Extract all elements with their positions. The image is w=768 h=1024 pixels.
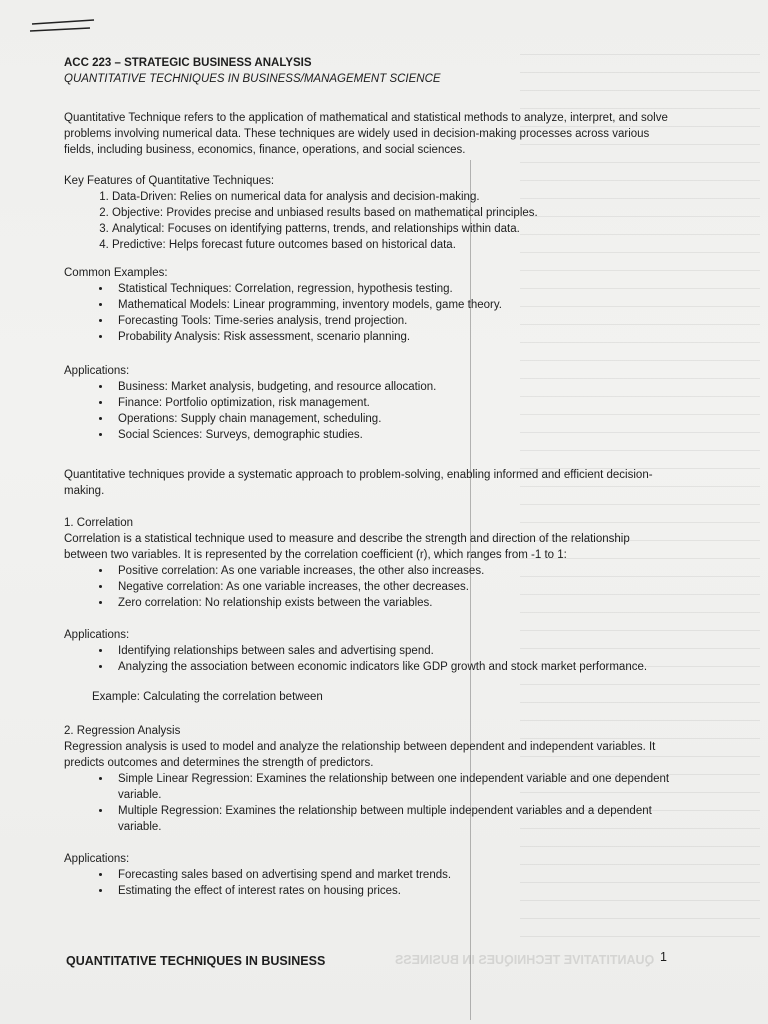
list-item: • Identifying relationships between sales and advertising spend. xyxy=(112,643,674,659)
footer-title: QUANTITATIVE TECHNIQUES IN BUSINESS xyxy=(66,954,326,968)
common-examples-list xyxy=(64,281,674,345)
applications-heading: Applications: xyxy=(64,365,130,377)
list-item: • Forecasting sales based on advertising spend and market trends. xyxy=(112,867,674,883)
list-item: • Social Sciences: Surveys, demographic studies. xyxy=(112,427,674,443)
course-title: ACC 223 – STRATEGIC BUSINESS ANALYSIS xyxy=(64,57,312,69)
correlation-applications-list xyxy=(64,643,674,675)
correlation-heading: 1. Correlation xyxy=(64,517,134,529)
regression-applications-heading: Applications: xyxy=(64,853,130,865)
list-item: • Negative correlation: As one variable increases, the other decreases. xyxy=(112,579,674,595)
list-item: • Finance: Portfolio optimization, risk management. xyxy=(112,395,674,411)
list-item: • Business: Market analysis, budgeting, and resource allocation. xyxy=(112,379,674,395)
page-number: 1 xyxy=(660,950,667,964)
list-item: 1. Data-Driven: Relies on numerical data for analysis and decision-making. xyxy=(112,189,674,205)
list-item: • Statistical Techniques: Correlation, regression, hypothesis testing. xyxy=(112,281,674,297)
list-item: • Multiple Regression: Examines the relationship between multiple independent variables and a dependent variable. xyxy=(112,803,674,835)
regression-types-list xyxy=(64,771,674,835)
list-item: • Probability Analysis: Risk assessment, scenario planning. xyxy=(112,329,674,345)
list-item: • Analyzing the association between economic indicators like GDP growth and stock market performance. xyxy=(112,659,674,675)
list-item: 3. Analytical: Focuses on identifying patterns, trends, and relationships within data. xyxy=(112,221,674,237)
correlation-text: Correlation is a statistical technique used to measure and describe the strength and direction of the relationship between two variables. It is represented by the correlation coefficient (r), which ranges from -1 to 1: xyxy=(64,533,630,561)
common-examples-heading: Common Examples: xyxy=(64,267,168,279)
document-body xyxy=(64,55,674,899)
key-features-heading: Key Features of Quantitative Techniques: xyxy=(64,175,275,187)
list-item: 2. Objective: Provides precise and unbiased results based on mathematical principles. xyxy=(112,205,674,221)
regression-applications-list xyxy=(64,867,674,899)
intro-paragraph: Quantitative Technique refers to the application of mathematical and statistical methods to analyze, interpret, and solve problems involving numerical data. These techniques are widely used in decision-making processes across various fields, including business, economics, finance, operations, and social sciences. xyxy=(64,112,668,156)
correlation-types-list xyxy=(64,563,674,611)
list-item: • Operations: Supply chain management, scheduling. xyxy=(112,411,674,427)
list-item: • Forecasting Tools: Time-series analysis, trend projection. xyxy=(112,313,674,329)
list-item: • Mathematical Models: Linear programming, inventory models, game theory. xyxy=(112,297,674,313)
list-item: • Estimating the effect of interest rates on housing prices. xyxy=(112,883,674,899)
list-item: • Positive correlation: As one variable increases, the other also increases. xyxy=(112,563,674,579)
list-item: 4. Predictive: Helps forecast future outcomes based on historical data. xyxy=(112,237,674,253)
regression-text: Regression analysis is used to model and analyze the relationship between dependent and independent variables. It predicts outcomes and determines the strength of predictors. xyxy=(64,741,656,769)
pen-scribble-mark xyxy=(28,16,98,36)
regression-heading: 2. Regression Analysis xyxy=(64,725,181,737)
summary-paragraph: Quantitative techniques provide a systematic approach to problem-solving, enabling informed and efficient decision-making. xyxy=(64,469,653,497)
applications-list xyxy=(64,379,674,443)
bleed-through-footer: QUANTITATIVE TECHNIQUES IN BUSINESS xyxy=(395,953,655,967)
correlation-example: Example: Calculating the correlation between xyxy=(92,691,323,703)
list-item: • Zero correlation: No relationship exists between the variables. xyxy=(112,595,674,611)
course-subtitle: QUANTITATIVE TECHNIQUES IN BUSINESS/MANAGEMENT SCIENCE xyxy=(64,73,441,85)
key-features-list xyxy=(64,189,674,253)
correlation-applications-heading: Applications: xyxy=(64,629,130,641)
list-item: • Simple Linear Regression: Examines the relationship between one independent variable and one dependent variable. xyxy=(112,771,674,803)
